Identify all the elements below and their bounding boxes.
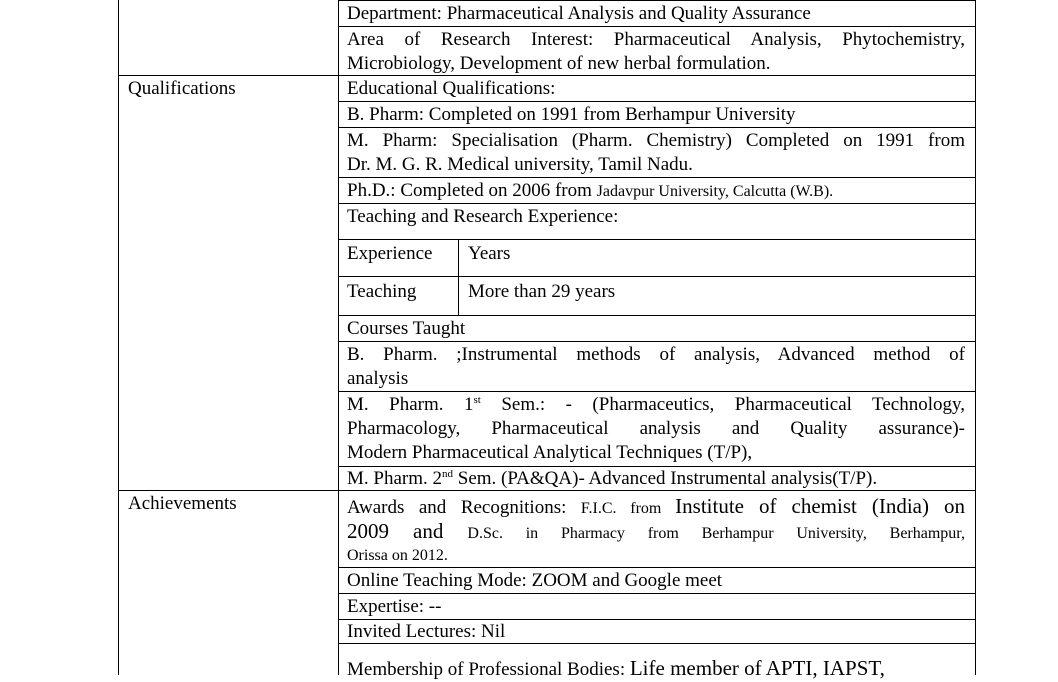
row-rule [338,239,976,240]
achievements-label: Achievements [128,493,237,514]
bpharm-courses-line-2: analysis [347,368,409,389]
mpharm-sem1-ordinal: st [473,394,481,406]
mpharm-sem1-text: Sem.: - (Pharmaceutics, Pharmaceutical Technology, [480,394,965,415]
online-teaching-mode: Online Teaching Mode: ZOOM and Google meet [347,570,723,591]
experience-heading: Teaching and Research Experience: [347,206,619,227]
courses-taught-heading: Courses Taught [347,318,466,339]
department-text: Department: Pharmaceutical Analysis and Quality Assurance [347,3,811,24]
awards-year: 2009 and [347,519,468,543]
mpharm-sem2 [347,466,877,491]
table-left-border [118,0,119,675]
awards-dsc: D.Sc. in Pharmacy from Berhampur University, Berhampur, [467,525,965,542]
phd-prefix: Ph.D.: Completed on 2006 from [347,180,597,201]
inner-divider [458,239,459,315]
awards-institute: Institute of chemist (India) on [675,494,965,518]
years-col-header: Years [468,243,511,264]
mpharm-sem1-line-3: Modern Pharmaceutical Analytical Techniques (T/P), [347,442,753,463]
teaching-cell: Teaching [347,281,417,302]
invited-lectures: Invited Lectures: Nil [347,621,506,642]
mpharm-sem1-line-1 [347,392,965,417]
research-interest-line-2: Microbiology, Development of new herbal formulation. [347,53,771,74]
expertise: Expertise: -- [347,596,442,617]
membership-bodies: Life member of APTI, IAPST, [629,656,885,680]
awards-line-2 [347,519,965,546]
awards-fic: F.I.C. from [580,500,676,517]
membership-label: Membership of Professional Bodies: [347,659,630,680]
mpharm-sem2-ordinal: nd [442,468,453,480]
membership [347,656,885,682]
awards-line-3: Orissa on 2012. [347,547,448,564]
phd-university: Jadavpur University, Calcutta (W.B). [596,183,834,200]
educational-qualifications-heading: Educational Qualifications: [347,78,556,99]
mpharm-sem2-prefix: M. Pharm. 2 [347,468,442,489]
mpharm-sem2-text: Sem. (PA&QA)- Advanced Instrumental analysis(T/P). [453,468,878,489]
qualifications-label: Qualifications [128,78,236,99]
mpharm-qualification-line-2: Dr. M. G. R. Medical university, Tamil Nadu. [347,154,693,175]
research-interest-line-1: Area of Research Interest: Pharmaceutical Analysis, Phytochemistry, [347,29,965,50]
bpharm-qualification: B. Pharm: Completed on 1991 from Berhampur University [347,104,796,125]
teaching-years-cell: More than 29 years [468,281,616,302]
mpharm-sem1-line-2: Pharmacology, Pharmaceutical analysis and Quality assurance)- [347,418,965,439]
experience-col-header: Experience [347,243,433,264]
phd-qualification [347,178,833,204]
row-rule [338,276,976,277]
awards-label: Awards and Recognitions: [347,497,581,518]
mpharm-sem1-prefix: M. Pharm. 1 [347,394,474,415]
mpharm-qualification-line-1: M. Pharm: Specialisation (Pharm. Chemistry) Completed on 1991 from [347,130,965,151]
awards-line-1 [347,494,965,521]
bpharm-courses-line-1: B. Pharm. ;Instrumental methods of analysis, Advanced method of [347,344,965,365]
